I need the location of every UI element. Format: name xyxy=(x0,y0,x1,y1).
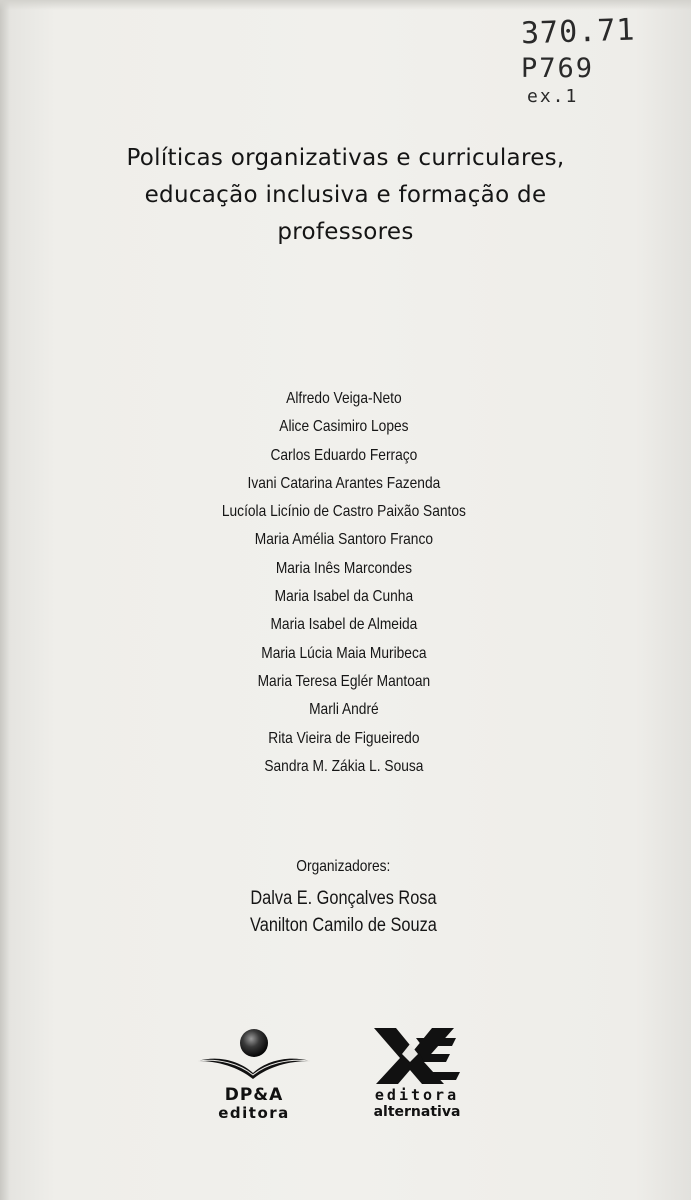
author-name: Maria Teresa Eglér Mantoan xyxy=(257,672,431,690)
organizer-name: Dalva E. Gonçalves Rosa xyxy=(250,888,437,909)
author-name: Maria Isabel da Cunha xyxy=(274,588,414,606)
book-title xyxy=(80,140,611,251)
call-number-cutter: P769 xyxy=(521,53,595,84)
call-number-copy: ex.1 xyxy=(527,86,579,107)
title-line: Políticas organizativas e curriculares, xyxy=(126,145,565,171)
author-name: Alfredo Veiga-Neto xyxy=(286,390,402,407)
dpa-sub: editora xyxy=(218,1104,290,1122)
author-name: Sandra M. Zákia L. Sousa xyxy=(264,757,424,775)
top-edge-shadow xyxy=(0,0,691,10)
author-name: Carlos Eduardo Ferraço xyxy=(270,446,418,464)
organizers-list xyxy=(46,885,640,939)
author-name: Maria Isabel de Almeida xyxy=(270,616,418,634)
dpa-editora-logo xyxy=(196,1025,312,1125)
call-number-class: 370.71 xyxy=(520,12,636,52)
alternativa-sub: alternativa xyxy=(373,1104,461,1120)
author-name: Maria Amélia Santoro Franco xyxy=(254,531,433,549)
author-name: Lucíola Licínio de Castro Paixão Santos xyxy=(221,503,466,521)
author-name: Maria Lúcia Maia Muribeca xyxy=(261,644,427,662)
author-name: Ivani Catarina Arantes Fazenda xyxy=(247,474,441,492)
editora-alternativa-logo xyxy=(362,1024,472,1124)
xe-monogram-icon xyxy=(366,1024,466,1086)
author-list xyxy=(47,385,641,781)
organizer-name: Vanilton Camilo de Souza xyxy=(250,915,437,936)
author-name: Alice Casimiro Lopes xyxy=(279,418,409,436)
author-name: Marli André xyxy=(309,701,379,719)
title-line: educação inclusiva e formação de xyxy=(144,182,547,208)
globe-with-book-icon xyxy=(196,1025,312,1087)
dpa-name: DP&A xyxy=(224,1085,284,1105)
author-name: Maria Inês Marcondes xyxy=(275,559,412,577)
handwritten-call-number xyxy=(521,14,661,107)
author-name: Rita Vieira de Figueiredo xyxy=(268,729,420,747)
alternativa-name: editora xyxy=(374,1086,460,1104)
organizers-label: Organizadores: xyxy=(296,858,391,875)
title-line: professores xyxy=(277,219,414,245)
spine-shadow xyxy=(0,0,10,1200)
